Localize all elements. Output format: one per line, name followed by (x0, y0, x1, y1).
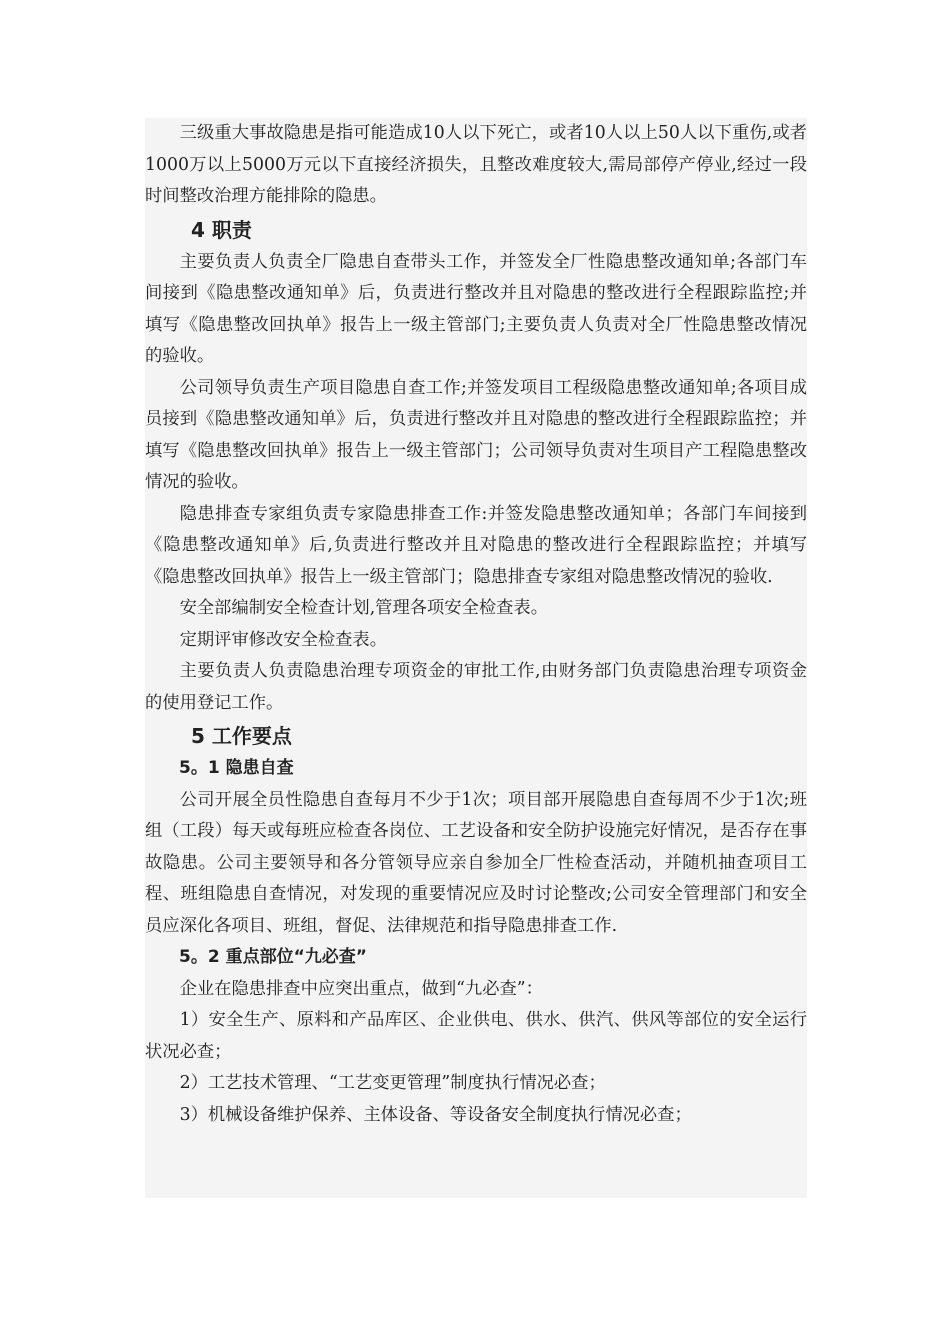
paragraph-nine-checks-intro: 企业在隐患排查中应突出重点，做到“九必查”： (179, 978, 543, 999)
paragraph-expert-group-duty: 隐患排查专家组负责专家隐患排查工作:并签发隐患整改通知单；各部门车间接到《隐患整改通知单》后,负责进行整改并且对隐患的整改进行全程跟踪监控；并填写《隐患整改回执单》报告上一级主管部门；隐患排查专家组对隐患整改情况的验收. (145, 503, 807, 587)
paragraph-review-checklist: 定期评审修改安全检查表。 (179, 629, 387, 650)
paragraph-special-funds: 主要负责人负责隐患治理专项资金的审批工作,由财务部门负责隐患治理专项资金的使用登记工作。 (145, 661, 807, 713)
paragraph-safety-dept-plan: 安全部编制安全检查计划,管理各项安全检查表。 (179, 598, 548, 618)
list-item-check-2: 2）工艺技术管理、“工艺变更管理”制度执行情况必查； (179, 1073, 606, 1093)
list-item-check-3: 3）机械设备维护保养、主体设备、等设备安全制度执行情况必查； (179, 1104, 692, 1125)
section-heading-key-points: 5 工作要点 (191, 724, 292, 748)
document-body (145, 118, 807, 1131)
paragraph-level3-hazard-definition: 三级重大事故隐患是指可能造成10人以下死亡，或者10人以上50人以下重伤,或者1000万以上5000万元以下直接经济损失，且整改难度较大,需局部停产停业,经过一段时间整改治理方能排除的隐患。 (145, 123, 807, 206)
subsection-heading-nine-checks: 5。2 重点部位“九必查” (179, 947, 367, 967)
section-heading-duties: 4 职责 (191, 217, 252, 242)
paragraph-principal-duty: 主要负责人负责全厂隐患自查带头工作，并签发全厂性隐患整改通知单;各部门车间接到《隐患整改通知单》后，负责进行整改并且对隐患的整改进行全程跟踪监控;并填写《隐患整改回执单》报告上一级主管部门;主要负责人负责对全厂性隐患整改情况的验收。 (145, 251, 807, 366)
subsection-heading-self-inspection: 5。1 隐患自查 (179, 758, 294, 778)
paragraph-company-leader-duty: 公司领导负责生产项目隐患自查工作;并签发项目工程级隐患整改通知单;各项目成员接到《隐患整改通知单》后，负责进行整改并且对隐患的整改进行全程跟踪监控；并填写《隐患整改回执单》报告上一级主管部门；公司领导负责对生项目产工程隐患整改情况的验收。 (145, 377, 807, 492)
list-item-check-1: 1）安全生产、原料和产品库区、企业供电、供水、供汽、供风等部位的安全运行状况必查； (145, 1010, 807, 1062)
paragraph-self-inspection: 公司开展全员性隐患自查每月不少于1次；项目部开展隐患自查每周不少于1次;班组（工段）每天或每班应检查各岗位、工艺设备和安全防护设施完好情况，是否存在事故隐患。公司主要领导和各分管领导应亲自参加全厂性检查活动，并随机抽查项目工程、班组隐患自查情况，对发现的重要情况应及时讨论整改;公司安全管理部门和安全员应深化各项目、班组，督促、法律规范和指导隐患排查工作. (145, 789, 807, 936)
